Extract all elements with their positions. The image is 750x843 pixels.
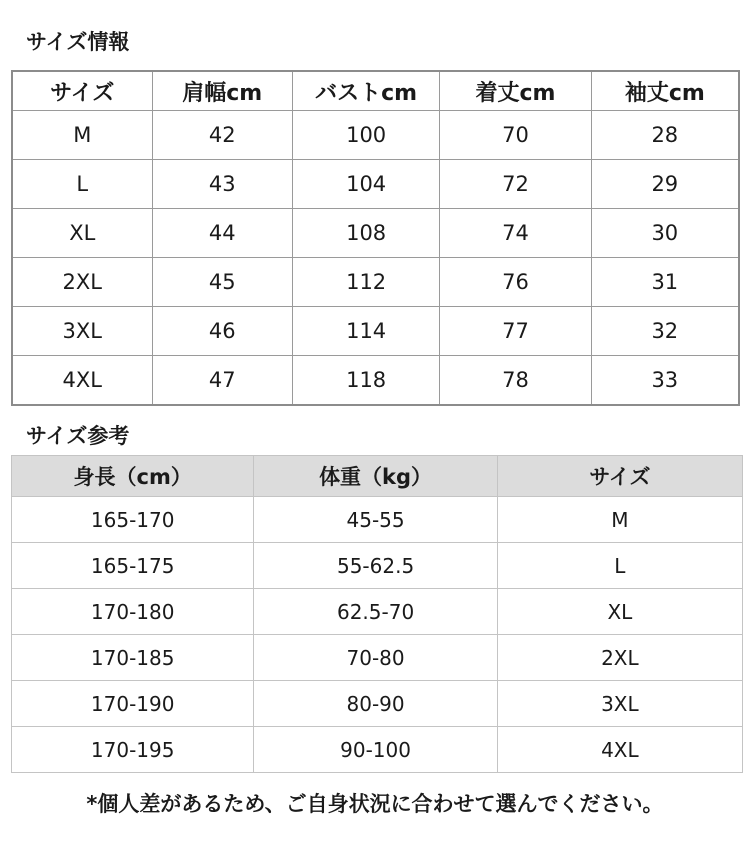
cell-height: 165-175 <box>12 543 254 589</box>
table-row <box>12 635 743 681</box>
header-height: 身長（cm） <box>12 456 254 497</box>
cell-shoulder: 46 <box>152 307 292 356</box>
cell-sleeve: 28 <box>591 111 739 160</box>
cell-size: XL <box>12 209 152 258</box>
cell-size: 4XL <box>497 727 742 773</box>
cell-bust: 104 <box>292 160 439 209</box>
cell-bust: 118 <box>292 356 439 406</box>
cell-size: L <box>12 160 152 209</box>
cell-size: 2XL <box>12 258 152 307</box>
cell-sleeve: 29 <box>591 160 739 209</box>
cell-sleeve: 31 <box>591 258 739 307</box>
cell-height: 165-170 <box>12 497 254 543</box>
table-row <box>12 497 743 543</box>
size-info-header-row <box>12 71 739 111</box>
cell-size: L <box>497 543 742 589</box>
header-bust: バストcm <box>292 71 439 111</box>
cell-weight: 55-62.5 <box>254 543 497 589</box>
cell-size: M <box>497 497 742 543</box>
table-row <box>12 209 739 258</box>
cell-weight: 90-100 <box>254 727 497 773</box>
cell-weight: 80-90 <box>254 681 497 727</box>
cell-height: 170-185 <box>12 635 254 681</box>
cell-shoulder: 43 <box>152 160 292 209</box>
cell-height: 170-180 <box>12 589 254 635</box>
cell-length: 76 <box>440 258 591 307</box>
size-reference-table <box>11 455 743 773</box>
cell-height: 170-190 <box>12 681 254 727</box>
cell-bust: 108 <box>292 209 439 258</box>
header-length: 着丈cm <box>440 71 591 111</box>
header-recommended-size: サイズ <box>497 456 742 497</box>
cell-size: M <box>12 111 152 160</box>
cell-size: XL <box>497 589 742 635</box>
size-info-table <box>11 70 740 406</box>
size-reference-title: サイズ参考 <box>26 424 130 448</box>
size-info-title: サイズ情報 <box>26 30 130 54</box>
size-disclaimer-note: *個人差があるため、ご自身状況に合わせて選んでください。 <box>86 792 664 816</box>
table-row <box>12 160 739 209</box>
cell-weight: 45-55 <box>254 497 497 543</box>
cell-size: 3XL <box>497 681 742 727</box>
header-shoulder-width: 肩幅cm <box>152 71 292 111</box>
cell-sleeve: 30 <box>591 209 739 258</box>
cell-shoulder: 44 <box>152 209 292 258</box>
cell-shoulder: 45 <box>152 258 292 307</box>
header-weight: 体重（kg） <box>254 456 497 497</box>
table-row <box>12 681 743 727</box>
cell-length: 74 <box>440 209 591 258</box>
table-row <box>12 589 743 635</box>
table-row <box>12 307 739 356</box>
size-reference-header-row <box>12 456 743 497</box>
table-row <box>12 543 743 589</box>
cell-sleeve: 32 <box>591 307 739 356</box>
cell-length: 78 <box>440 356 591 406</box>
cell-height: 170-195 <box>12 727 254 773</box>
header-size: サイズ <box>12 71 152 111</box>
table-row <box>12 111 739 160</box>
cell-bust: 114 <box>292 307 439 356</box>
cell-weight: 62.5-70 <box>254 589 497 635</box>
cell-sleeve: 33 <box>591 356 739 406</box>
cell-bust: 100 <box>292 111 439 160</box>
cell-size: 2XL <box>497 635 742 681</box>
cell-weight: 70-80 <box>254 635 497 681</box>
cell-shoulder: 47 <box>152 356 292 406</box>
cell-size: 4XL <box>12 356 152 406</box>
cell-length: 77 <box>440 307 591 356</box>
cell-size: 3XL <box>12 307 152 356</box>
table-row <box>12 356 739 406</box>
table-row <box>12 258 739 307</box>
table-row <box>12 727 743 773</box>
header-sleeve: 袖丈cm <box>591 71 739 111</box>
cell-shoulder: 42 <box>152 111 292 160</box>
cell-bust: 112 <box>292 258 439 307</box>
cell-length: 72 <box>440 160 591 209</box>
cell-length: 70 <box>440 111 591 160</box>
